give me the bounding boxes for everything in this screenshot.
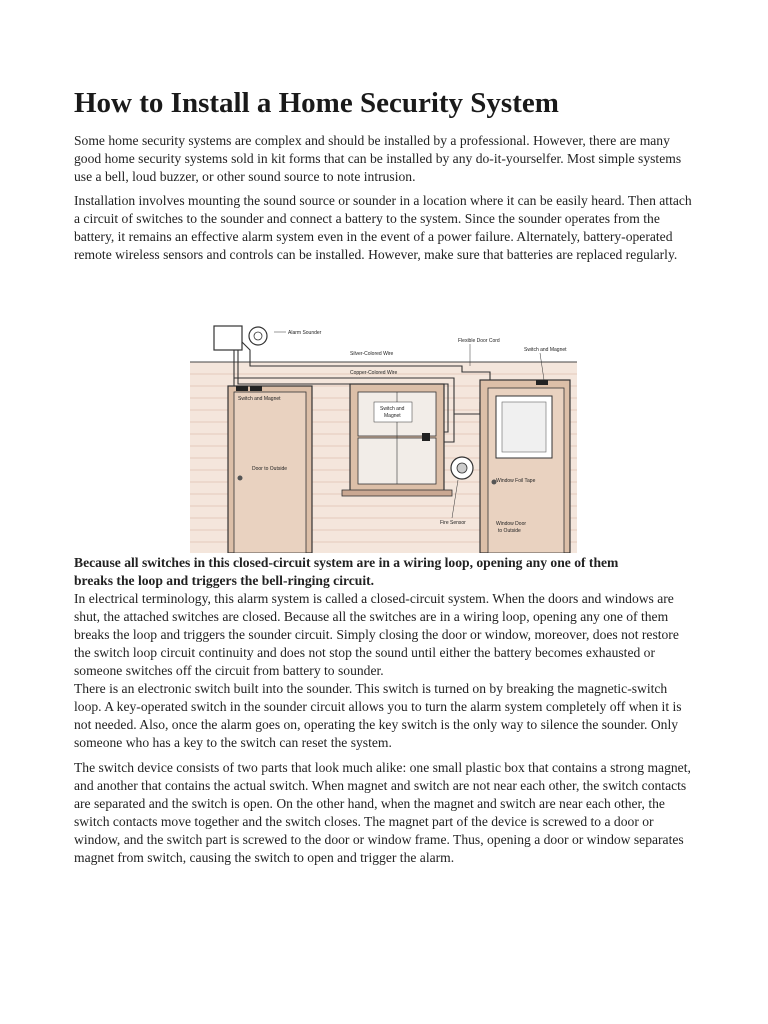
label-door-to-outside: Door to Outside xyxy=(252,466,288,472)
page-title: How to Install a Home Security System xyxy=(74,87,559,119)
security-system-diagram xyxy=(190,322,577,553)
intro-paragraph-1: Some home security systems are complex and should be installed by a professional. However, there are many good home security systems sold in kit forms that can be installed by any do-it-yourselfer. Most simple systems use a bell, loud buzzer, or other sound source to note intrusion. xyxy=(74,132,682,184)
label-silver-wire: Silver-Colored Wire xyxy=(350,351,394,357)
label-switch-magnet-window-1: Switch and xyxy=(380,406,405,412)
figure-caption: Because all switches in this closed-circuit system are in a wiring loop, opening any one of them breaks the loop and triggers the bell-ringing circuit. xyxy=(74,555,619,588)
label-switch-magnet-window-2: Magnet xyxy=(384,413,401,419)
alarm-box xyxy=(214,326,242,350)
article-body xyxy=(74,590,698,867)
label-switch-magnet-left: Switch and Magnet xyxy=(238,396,281,402)
body-paragraph-1: In electrical terminology, this alarm system is called a closed-circuit system. When the doors and windows are shut, the attached switches are closed. Because all the switches are in a wiring loop, opening any one of them breaks the loop and triggers the sounder circuit. Simply closing the door or window, moreover, does not restore the switch loop circuit continuity and does not stop the sound until either the battery becomes exhausted or someone switches off the circuit from battery to sounder. xyxy=(74,591,679,678)
label-window-door-1: Window Door xyxy=(496,521,527,527)
label-copper-wire: Copper-Colored Wire xyxy=(350,370,398,376)
alarm-bell xyxy=(249,327,267,345)
label-alarm-sounder: Alarm Sounder xyxy=(288,330,322,336)
left-door xyxy=(234,392,306,553)
intro-paragraph-2: Installation involves mounting the sound source or sounder in a location where it can be easily heard. Then attach a circuit of switches to the sounder and connect a battery to the system. Since the sounder operates from the battery, it remains an effective alarm system even in the event of a power failure. Alternately, battery-operated remote wireless sensors and controls can be installed. However, make sure that batteries are replaced regularly. xyxy=(74,192,692,262)
body-paragraph-2: There is an electronic switch built into the sounder. This switch is turned on by breaking the magnetic-switch loop. A key-operated switch in the sounder circuit allows you to turn the alarm system completely off when it is not needed. Also, once the alarm goes on, operating the key switch is the only way to silence the sounder. Only someone who has a key to the switch can reset the system. xyxy=(74,681,682,750)
label-fire-sensor: Fire Sensor xyxy=(440,520,466,526)
label-window-door-2: to Outside xyxy=(498,528,521,534)
diagram-illustration xyxy=(190,322,577,553)
label-flexible-door-cord: Flexible Door Cord xyxy=(458,338,500,344)
article xyxy=(74,88,698,270)
body-paragraph-3: The switch device consists of two parts that look much alike: one small plastic box that contains a strong magnet, and another that contains the actual switch. When magnet and switch are not near each other, the switch contacts are separated and the switch is open. On the other hand, when the magnet and switch are near each other, the switch contacts move together and the switch closes. The magnet part of the device is screwed to a door or window, and the switch part is screwed to the door or window frame. Thus, opening a door or window separates magnet from switch, causing the switch to open and trigger the alarm. xyxy=(74,760,691,865)
label-switch-magnet-right: Switch and Magnet xyxy=(524,347,567,353)
label-window-foil-tape: Window Foil Tape xyxy=(496,478,536,484)
